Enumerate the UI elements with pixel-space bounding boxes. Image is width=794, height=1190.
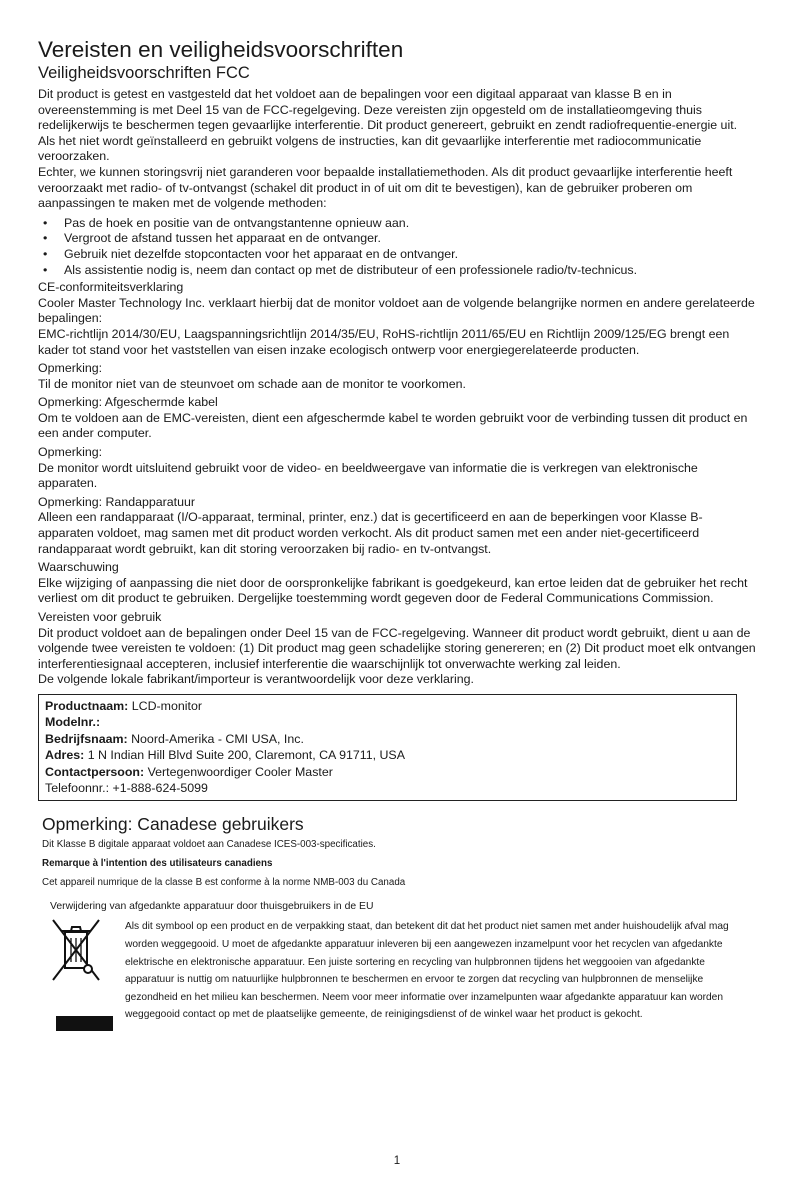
address-row xyxy=(45,747,730,763)
phone-row: Telefoonnr.: +1-888-624-5099 xyxy=(45,781,208,795)
fcc-paragraph-2: Echter, we kunnen storingsvrij niet garanderen voor bepaalde installatiemethoden. Als dit product gevaarlijke interferentie heeft veroorzaakt met radio- of tv-ontvangst (schakel dit product in of uit om dit te bevestigen), kan de gebruiker proberen om aanpassingen te maken met de volgende methoden: xyxy=(38,164,733,211)
weee-black-bar xyxy=(56,1016,113,1031)
product-name-row xyxy=(45,698,730,714)
list-item-text: Als assistentie nodig is, neem dan contact op met de distributeur of een professionele radio/tv-technicus. xyxy=(64,262,638,277)
requirements-responsible: De volgende lokale fabrikant/importeur is verantwoordelijk voor deze verklaring. xyxy=(38,672,474,687)
bullet-symbol: • xyxy=(43,262,48,277)
product-name-value: LCD-monitor xyxy=(128,698,202,713)
note-stand-body: Til de monitor niet van de steunvoet om schade aan de monitor te voorkomen. xyxy=(38,376,466,391)
weee-title: Verwijdering van afgedankte apparatuur door thuisgebruikers in de EU xyxy=(50,901,374,913)
list-item xyxy=(38,231,756,247)
page-number: 1 xyxy=(393,1155,401,1167)
model-number-label: Modelnr.: xyxy=(45,715,101,730)
note-cable-heading: Opmerking: Afgeschermde kabel xyxy=(38,395,218,410)
contact-row xyxy=(45,764,730,780)
bullet-symbol: • xyxy=(43,246,48,261)
list-item-text: Gebruik niet dezelfde stopcontacten voor het apparaat en de ontvanger. xyxy=(64,246,459,261)
address-label: Adres: xyxy=(45,748,85,763)
bullet-symbol: • xyxy=(43,231,48,246)
company-name-row xyxy=(45,731,730,747)
company-name-label: Bedrijfsnaam: xyxy=(45,731,128,746)
crossed-out-wheelie-bin-icon xyxy=(51,918,101,982)
canada-section xyxy=(38,814,756,889)
ce-body: Cooler Master Technology Inc. verklaart hierbij dat de monitor voldoet aan de volgende belangrijke normen en andere gerelateerde bepalingen: xyxy=(38,295,755,326)
product-name-label: Productnaam: xyxy=(45,698,129,713)
list-item xyxy=(38,263,756,279)
note-usage-heading: Opmerking: xyxy=(38,445,103,460)
ce-heading: CE-conformiteitsverklaring xyxy=(38,280,184,295)
note-peripheral-body: Alleen een randapparaat (I/O-apparaat, terminal, printer, enz.) dat is gecertificeerd en aan de beperkingen voor Klasse B-apparaten voldoet, mag samen met dit product worden verkocht. Als dit product samen met een ander niet-gecertificeerd randapparaat wordt gebruikt, kan dit storing veroorzaken bij radio- en tv-ontvangst. xyxy=(38,510,703,556)
fcc-paragraph-1: Dit product is getest en vastgesteld dat het voldoet aan de bepalingen voor een digitaal apparaat van klasse B en in overeenstemming is met Deel 15 van de FCC-regelgeving. Deze vereisten zijn opgesteld om de installatieomgeving thuis redelijkerwijs te beschermen tegen gevaarlijke interferentie. Dit product genereert, gebruikt en zendt radiofrequentie-energie uit. Als het niet wordt geïnstalleerd en gebruikt volgens de instructies, kan dit gevaarlijke interferentie met radiocommunicatie veroorzaken. xyxy=(38,87,738,164)
warning-heading: Waarschuwing xyxy=(38,560,119,575)
canada-line-ices: Dit Klasse B digitale apparaat voldoet aan Canadese ICES-003-specificaties. xyxy=(42,839,376,851)
bullet-list xyxy=(38,216,756,278)
canada-remarque: Remarque à l'intention des utilisateurs canadiens xyxy=(42,858,273,870)
note-cable-body: Om te voldoen aan de EMC-vereisten, dient een afgeschermde kabel te worden gebruikt voor de verbinding tussen dit product en een ander computer. xyxy=(38,410,748,441)
page-subtitle: Veiligheidsvoorschriften FCC xyxy=(38,64,250,82)
ce-body-directives: EMC-richtlijn 2014/30/EU, Laagspanningsrichtlijn 2014/35/EU, RoHS-richtlijn 2011/65/EU en Richtlijn 2009/125/EG brengt een kader tot stand voor het vaststellen van eisen inzake ecologisch ontwerp voor energiegerelateerde producten. xyxy=(38,326,730,357)
list-item xyxy=(38,247,756,263)
note-stand-heading: Opmerking: xyxy=(38,361,103,376)
model-number-row xyxy=(45,714,730,730)
requirements-heading: Vereisten voor gebruik xyxy=(38,610,162,624)
address-value: 1 N Indian Hill Blvd Suite 200, Claremont, CA 91711, USA xyxy=(84,748,405,763)
contact-label: Contactpersoon: xyxy=(45,764,145,779)
bullet-symbol: • xyxy=(43,215,48,230)
company-name-value: Noord-Amerika - CMI USA, Inc. xyxy=(127,731,304,746)
weee-section xyxy=(38,918,756,1048)
list-item xyxy=(38,216,756,232)
document-page xyxy=(38,36,756,1048)
weee-text: Als dit symbool op een product en de verpakking staat, dan betekent dit dat het product niet samen met ander huishoudelijk afval mag worden weggegooid. U moet de afgedankte apparatuur inleveren bij een aangewezen inzamelpunt voor het recyclen van afgedankte elektrische en elektronische apparatuur. Een juiste sortering en recycling van hulpbronnen tijdens het weggooien van afgedankte apparatuur is nuttig om natuurlijke hulpbronnen te beschermen en ervoor te zorgen dat recycling van hulpbronnen de menselijke gezondheid en het milieu kan beschermen. Neem voor meer informatie over inzamelpunten waar afgedankte apparatuur kan worden weggegooid contact op met de plaatselijke gemeente, de reinigingsdienst of de winkel waar het product is gekocht. xyxy=(125,921,729,1021)
manufacturer-info-box xyxy=(38,694,737,801)
list-item-text: Pas de hoek en positie van de ontvangstantenne opnieuw aan. xyxy=(64,215,410,230)
warning-body: Elke wijziging of aanpassing die niet door de oorspronkelijke fabrikant is goedgekeurd, kan ertoe leiden dat de gebruiker het recht verliest om dit product te gebruiken. Dergelijke toestemming wordt gegeven door de Federal Communications Commission. xyxy=(38,575,748,606)
canada-heading: Opmerking: Canadese gebruikers xyxy=(42,814,304,835)
requirements-body: Dit product voldoet aan de bepalingen onder Deel 15 van de FCC-regelgeving. Wanneer dit product wordt gebruikt, dient u aan de volgende twee vereisten te voldoen: (1) Dit product mag geen schadelijke storing genereren; en (2) Dit product moet elk ontvangen interferentiesignaal accepteren, inclusief interferentie die waarschijnlijk tot onverwachte werking zal leiden. xyxy=(38,625,756,671)
contact-value: Vertegenwoordiger Cooler Master xyxy=(144,764,333,779)
page-title: Vereisten en veiligheidsvoorschriften xyxy=(38,37,404,62)
canada-line-nmb: Cet appareil numrique de la classe B est conforme à la norme NMB-003 du Canada xyxy=(42,877,406,889)
list-item-text: Vergroot de afstand tussen het apparaat en de ontvanger. xyxy=(64,231,381,246)
note-peripheral-heading: Opmerking: Randapparatuur xyxy=(38,494,196,509)
note-usage-body: De monitor wordt uitsluitend gebruikt voor de video- en beeldweergave van informatie die is verkregen van elektronische apparaten. xyxy=(38,460,698,491)
